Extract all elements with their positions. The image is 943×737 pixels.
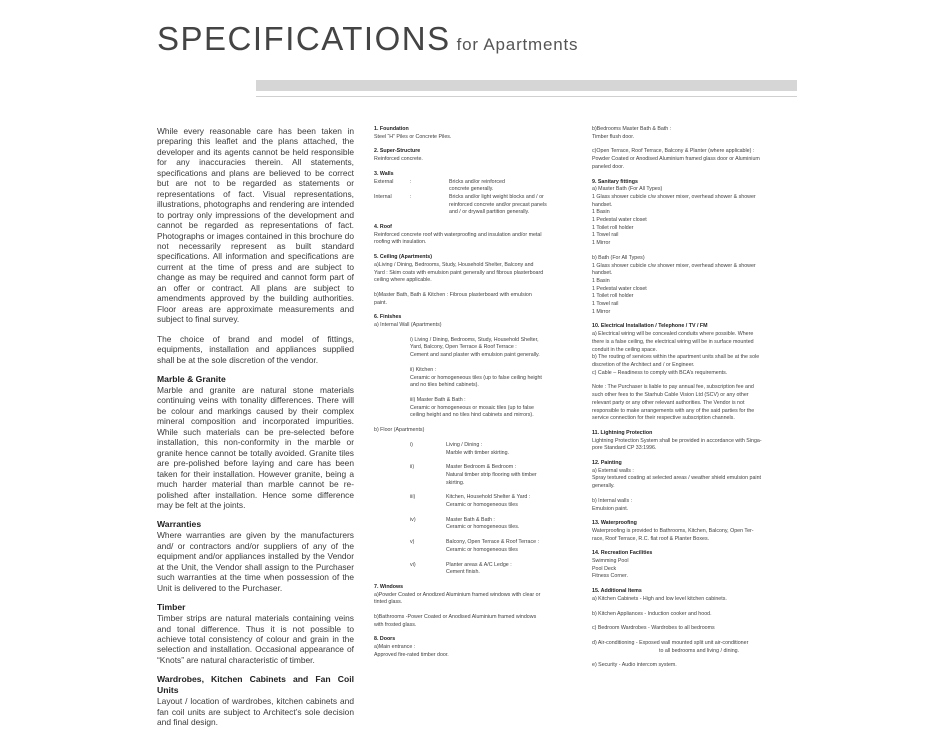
spec-line: Timber flush door. [592, 133, 635, 140]
spec-heading: 8. Doors [374, 636, 396, 643]
spec-line: iii) Master Bath & Bath : [410, 396, 466, 403]
spec-additional [592, 588, 792, 670]
spec-finishes [374, 314, 574, 577]
spec-line: Approved fire-rated timber door. [374, 651, 449, 658]
spec-walls [374, 171, 574, 217]
note-warranties [157, 519, 354, 593]
intro-column [157, 126, 354, 737]
spec-line: to all bedrooms and living / dining. [659, 647, 740, 654]
floor-item-number: v) [410, 539, 415, 546]
spec-line: 1 Mirror [592, 308, 611, 315]
spec-line: a) External walls : [592, 467, 634, 474]
spec-line: reinforced concrete and/or precast panels [449, 201, 547, 208]
spec-line: 1 Towel rail [592, 232, 619, 239]
floor-item [374, 464, 574, 487]
floor-item [374, 539, 574, 554]
spec-sanitary [592, 179, 792, 317]
spec-line: b) The routing of services within the apartment units shall be at the sole [592, 354, 760, 361]
spec-heading: 1. Foundation [374, 126, 409, 132]
floor-item-number: i) [410, 441, 413, 448]
spec-line: a) Electrical wiring will be concealed conduits where possible. Where [592, 331, 754, 338]
spec-line: pore Standard CP 33:1996. [592, 445, 657, 452]
floor-item-number: iii) [410, 494, 416, 501]
spec-line: Marble with timber skirting. [446, 449, 509, 456]
spec-line: b) Internal walls : [592, 497, 633, 504]
floor-item [374, 442, 574, 457]
spec-line: 1 Basin [592, 209, 610, 216]
spec-line: a) Kitchen Cabinets - High and low level kitchen cabinets. [592, 595, 727, 602]
spec-line: Reinforced concrete roof with waterproofing and insulation and/or metal [374, 231, 542, 238]
note-heading: Marble & Granite [157, 373, 226, 384]
spec-heading: 12. Painting [592, 460, 622, 467]
spec-line: c) Cable – Readiness to comply with BCA’s requirements. [592, 369, 728, 376]
spec-windows [374, 584, 574, 630]
spec-line: Powder Coated or Anodised Aluminium framed glass door or Aluminium [592, 156, 760, 163]
spec-column-2 [592, 126, 792, 677]
spec-heading: 10. Electrical Installation / Telephone / TV / FM [592, 323, 708, 330]
spec-line: 1 Glass shower cubicle c/w shower mixer, overhead shower & shower [592, 262, 756, 269]
note-text: Where warranties are given by the manufacturers and/ or contractors and/or suppliers of any of the equipment and/or appliances installed by the Vendor at the Unit, the Vendor shall assign to the Purchaser such warranties at the time when possession of the Unit is delivered to the Purchaser. [157, 530, 354, 593]
spec-lightning [592, 430, 792, 453]
spec-line: conduit in the ceiling space. [592, 346, 658, 353]
spec-heading: 6. Finishes [374, 314, 402, 321]
spec-line: concrete generally. [449, 186, 494, 193]
floor-item-number: iv) [410, 516, 416, 523]
spec-line: Ceramic or homogeneous or mosaic tiles (up to false [410, 404, 534, 411]
spec-roof [374, 224, 574, 247]
spec-line: a)Powder Coated or Anodized Aluminium framed windows with clear or [374, 591, 541, 598]
walls-colon: : [410, 178, 412, 185]
spec-line: ceiling height and no tiles hind cabinets and mirrors). [410, 412, 534, 419]
spec-line: generally. [592, 483, 615, 490]
spec-line: Ceramic or homogeneous tiles [446, 502, 518, 509]
spec-heading: 13. Waterproofing [592, 520, 637, 527]
spec-line: Spray textured coating at selected areas / weather shield emulsion paint [592, 475, 762, 482]
spec-line: b)Bedrooms Master Bath & Bath : [592, 126, 672, 132]
spec-foundation [374, 126, 574, 141]
spec-heading: 14. Recreation Facilities [592, 550, 653, 557]
spec-line: Reinforced concrete. [374, 156, 423, 163]
spec-line: 1 Mirror [592, 240, 611, 247]
spec-line: 1 Toilet roll holder [592, 224, 634, 231]
spec-line: i) Living / Dining, Bedrooms, Study, Household Shelter, [410, 336, 539, 343]
note-text: Layout / location of wardrobes, kitchen cabinets and fan coil units are subject to Architect’s sole decision and final design. [157, 696, 354, 728]
floor-item-number: vi) [410, 561, 416, 568]
spec-heading: 5. Ceiling (Apartments) [374, 254, 432, 261]
spec-column-1 [374, 126, 574, 667]
spec-line: b) Bath (For All Types) [592, 254, 645, 261]
spec-line: Kitchen, Household Shelter & Yard : [446, 494, 531, 501]
spec-heading: 2. Super-Structure [374, 148, 421, 155]
spec-line: paneled door. [592, 163, 625, 170]
title-subtitle: for Apartments [456, 35, 579, 54]
floor-item [374, 517, 574, 532]
spec-line: Master Bath & Bath : [446, 516, 495, 523]
note-heading: Wardrobes, Kitchen Cabinets and Fan Coil Units [157, 674, 354, 696]
spec-line: 1 Basin [592, 277, 610, 284]
spec-line: 1 Pedestal water closet [592, 217, 647, 224]
spec-line: there is a false ceiling, the electrical wiring will be in surface mounted [592, 338, 754, 345]
walls-colon: : [410, 193, 412, 200]
note-timber [157, 602, 354, 665]
spec-line: handset. [592, 201, 613, 208]
spec-line: 1 Towel rail [592, 301, 619, 308]
spec-line: Planter areas & A/C Ledge : [446, 561, 512, 568]
spec-line: a)Living / Dining, Bedrooms, Study, Household Shelter, Balcony and [374, 261, 534, 268]
walls-label: External [374, 178, 394, 185]
spec-line: and no tiles behind cabinets). [410, 382, 479, 389]
spec-electrical [592, 323, 792, 422]
spec-line: Living / Dining : [446, 441, 483, 448]
spec-line: c)Open Terrace, Roof Terrace, Balcony & Planter (where applicable) : [592, 148, 755, 155]
spec-line: Lightning Protection System shall be provided in accordance with Singa- [592, 437, 762, 444]
floor-item-number: ii) [410, 464, 415, 471]
spec-line: b)Bathrooms -Power Coated or Anodised Aluminium framed windows [374, 614, 537, 621]
walls-label: Internal [374, 193, 392, 200]
note-text: Timber strips are natural materials containing veins and tonal difference. Thus it is not possible to achieve total consistency of colour and grain in the selection and installation. Occasional appearance of “Knots” are natural characteristic of timber. [157, 613, 354, 665]
fittings-paragraph: The choice of brand and model of fittings, equipments, installation and appliances supplied shall be at the sole discretion of the vendor. [157, 333, 354, 365]
spec-line: ii) Kitchen : [410, 366, 437, 373]
spec-ceiling [374, 254, 574, 307]
spec-line: Yard : Skim coats with emulsion paint generally and fibrous plasterboard [374, 269, 544, 276]
note-heading: Warranties [157, 519, 202, 530]
spec-line: Master Bedroom & Bedroom : [446, 464, 517, 471]
spec-line: b)Master Bath, Bath & Kitchen : Fibrous plasterboard with emulsion [374, 291, 532, 298]
header-band [256, 80, 797, 91]
header-rule [256, 96, 797, 97]
note-text: Marble and granite are natural stone materials continuing veins with tonality differences. There will be colour and markings caused by their complex mineral composition and incorporated impurities. While such materials can be pre-selected before installation, this non-conformity in the marble or granite hence cannot be totally avoided. Granite tiles are pre-polished before laying and care has been taken for their installation. However granite, being a much harder material than marble cannot be re-polished after installation. Hence some difference may be felt at the joints. [157, 384, 354, 510]
spec-line: c) Bedroom Wardrobes - Wardrobes to all bedrooms [592, 625, 715, 632]
spec-heading: 3. Walls [374, 170, 394, 177]
note-marble [157, 374, 354, 510]
page-title [157, 20, 578, 58]
spec-line: d) Air-conditioning - Exposed wall mounted split unit air-conditioner [592, 639, 749, 646]
spec-line: paint. [374, 299, 387, 306]
spec-line: Fitness Corner. [592, 573, 628, 580]
spec-line: Waterproofing is provided to Bathrooms, Kitchen, Balcony, Open Ter- [592, 527, 754, 534]
disclaimer-paragraph: While every reasonable care has been taken in preparing this leaflet and the plans attached, the developer and its agents cannot be held responsible for any inaccuracies therein. All statements, specifications and plans are believed to be correct but are not to be regarded as statements or representations of fact. Visual representations, illustrations, photographs and rendering are intended to portray only impressions of the development and cannot be regarded as representations of fact. Photographs or images contained in this brochure do not necessarily represent as built standard specifications. All information and specifications are current at the time of press and are subject to change as may be required and cannot form part of an offer or contract. All plans are subject to amendments approved by the building authorities. Floor areas are approximate measurements and subject to final survey. [157, 126, 354, 325]
spec-line: a) Master Bath (For All Types) [592, 186, 663, 193]
spec-line: 1 Pedestal water closet [592, 285, 647, 292]
spec-line: b) Kitchen Appliances - Induction cooker and hood. [592, 610, 712, 617]
spec-doors-continued [592, 126, 792, 172]
spec-line: ceiling where applicable. [374, 277, 432, 284]
spec-recreation [592, 550, 792, 581]
spec-heading: 11. Lightning Protection [592, 429, 653, 436]
spec-line: tinted glass. [374, 599, 403, 606]
spec-doors [374, 636, 574, 659]
floor-item [374, 494, 574, 509]
spec-heading: 7. Windows [374, 583, 404, 590]
walls-internal-row [374, 194, 574, 217]
spec-line: discretion of the Architect and / or Engineer. [592, 361, 695, 368]
spec-line: Steel “H” Piles or Concrete Piles. [374, 133, 452, 140]
spec-subheading: a) Internal Wall (Apartments) [374, 322, 442, 329]
spec-line: Ceramic or homogeneous tiles (up to false ceiling height [410, 374, 542, 381]
title-main: SPECIFICATIONS [157, 20, 451, 57]
spec-line: such other fees to the Starhub Cable Vision Ltd (SCV) or any other [592, 392, 749, 399]
spec-line: e) Security - Audio intercom system. [592, 662, 677, 669]
spec-line: Ceramic or homogeneous tiles [446, 546, 518, 553]
walls-external-row [374, 179, 574, 194]
spec-line: Bricks and/or reinforced [449, 178, 505, 185]
spec-line: Yard, Balcony, Open Terrace & Roof Terrace : [410, 344, 517, 351]
note-heading: Timber [157, 602, 186, 613]
spec-line: Natural timber strip flooring with timber [446, 471, 537, 478]
spec-painting [592, 460, 792, 513]
spec-line: handset. [592, 270, 613, 277]
spec-line: Swimming Pool [592, 558, 629, 565]
spec-heading: 15. Additional Items [592, 588, 642, 595]
spec-super-structure [374, 148, 574, 163]
note-wardrobes [157, 674, 354, 727]
spec-line: and / or drywall partition generally. [449, 209, 530, 216]
spec-line: roofing with insulation. [374, 239, 427, 246]
spec-line: race, Roof Terrace, R.C. flat roof & Planter Boxes. [592, 535, 710, 542]
spec-line: Pool Deck [592, 565, 617, 572]
spec-line: Note : The Purchaser is liable to pay annual fee, subscription fee and [592, 384, 754, 391]
spec-line: Cement and sand plaster with emulsion paint generally. [410, 352, 540, 359]
spec-line: Balcony, Open Terrace & Roof Terrace : [446, 539, 540, 546]
spec-line: a)Main entrance : [374, 644, 416, 651]
spec-line: skirting. [446, 479, 465, 486]
spec-line: service connection for their respective subscription channels. [592, 415, 735, 422]
spec-line: 1 Glass shower cubicle c/w shower mixer, overhead shower & shower [592, 193, 756, 200]
spec-heading: 4. Roof [374, 224, 392, 231]
spec-line: 1 Toilet roll holder [592, 293, 634, 300]
spec-line: Ceramic or homogeneous tiles. [446, 524, 520, 531]
spec-line: Emulsion paint. [592, 505, 629, 512]
spec-line: Cement finish. [446, 569, 480, 576]
spec-subheading: b) Floor (Apartments) [374, 427, 425, 434]
spec-heading: 9. Sanitary fittings [592, 178, 638, 185]
floor-item [374, 562, 574, 577]
spec-waterproofing [592, 520, 792, 543]
spec-line: relevant party or any other relevant authorities. The Vendor is not [592, 399, 745, 406]
spec-line: Bricks and/or light weight blocks and / or [449, 193, 544, 200]
spec-line: with frosted glass. [374, 621, 417, 628]
spec-line: responsible to make arrangements with any of the said parties for the [592, 407, 755, 414]
